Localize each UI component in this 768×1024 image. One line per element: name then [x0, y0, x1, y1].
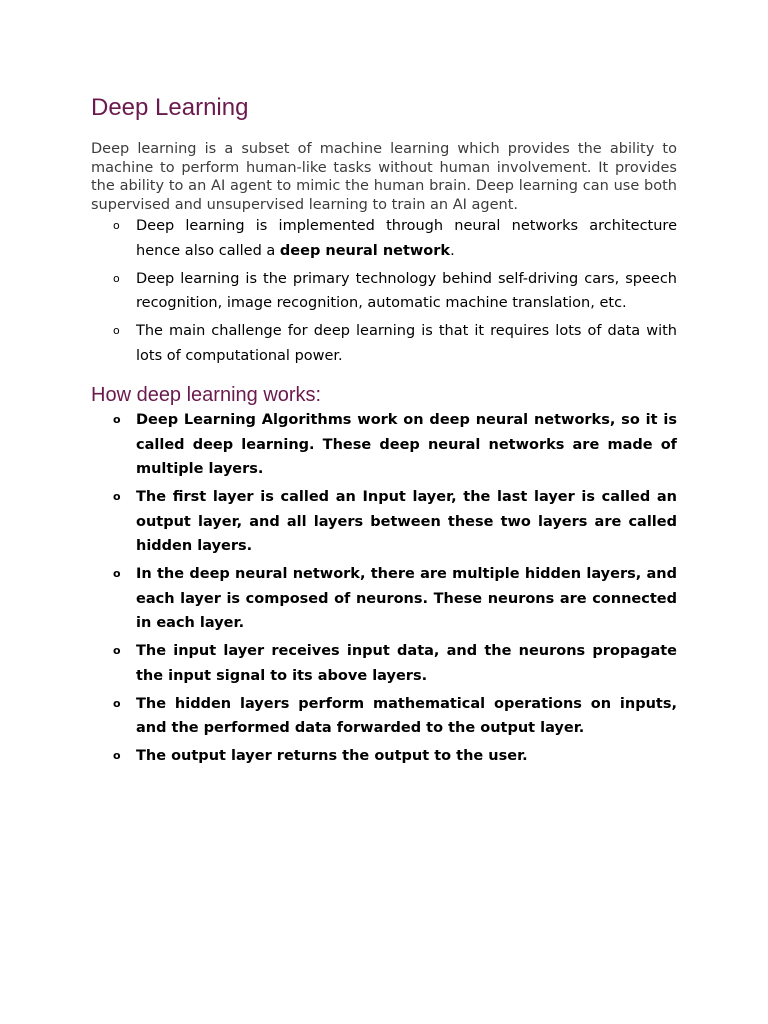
- list-item: [91, 639, 677, 688]
- list-item-text: Deep learning is implemented through neural networks architecture hence also called a: [136, 218, 677, 259]
- list-item: [91, 408, 677, 482]
- intro-paragraph: Deep learning is a subset of machine learning which provides the ability to machine to perform human-like tasks without human involvement. It provides the ability to an AI agent to mimic the human brain. Deep learning can use both supervised and unsupervised learning to train an AI agent.: [91, 141, 677, 213]
- list-item: [91, 692, 677, 741]
- list-item-text-end: .: [450, 242, 455, 259]
- list-item: [91, 562, 677, 636]
- list-item-text: The first layer is called an Input layer, the last layer is called an output layer, and all layers between these two layers are called hidden layers.: [136, 489, 677, 554]
- bullet-circle-icon: o: [113, 567, 121, 580]
- how-it-works-list: [91, 408, 677, 769]
- bullet-circle-icon: o: [113, 271, 120, 285]
- document-page: [91, 92, 677, 772]
- list-item: [91, 485, 677, 559]
- section-heading: How deep learning works:: [91, 384, 322, 406]
- bullet-circle-icon: o: [113, 644, 121, 657]
- list-item-text: The hidden layers perform mathematical operations on inputs, and the performed data forwarded to the output layer.: [136, 695, 677, 736]
- list-item-bold: deep neural network: [279, 242, 451, 259]
- list-item-text: The output layer returns the output to the user.: [136, 748, 528, 764]
- list-item-text: The input layer receives input data, and the neurons propagate the input signal to its above layers.: [136, 643, 677, 684]
- bullet-circle-icon: o: [113, 490, 121, 503]
- bullet-circle-icon: o: [113, 219, 120, 232]
- list-item-text: In the deep neural network, there are multiple hidden layers, and each layer is composed of neurons. These neurons are connected in each layer.: [136, 566, 677, 631]
- bullet-circle-icon: o: [113, 749, 121, 762]
- page-title: Deep Learning: [91, 94, 249, 121]
- overview-list: [91, 214, 677, 368]
- bullet-circle-icon: o: [113, 696, 121, 710]
- list-item-text: Deep Learning Algorithms work on deep neural networks, so it is called deep learning. These deep neural networks are made of multiple layers.: [136, 412, 677, 477]
- bullet-circle-icon: o: [113, 324, 120, 337]
- list-item: [91, 214, 677, 263]
- list-item-text: The main challenge for deep learning is that it requires lots of data with lots of computational power.: [136, 323, 677, 364]
- list-item: [91, 319, 677, 368]
- list-item: [91, 744, 677, 769]
- bullet-circle-icon: o: [113, 413, 121, 426]
- list-item-text: Deep learning is the primary technology behind self-driving cars, speech recognition, image recognition, automatic machine translation, etc.: [136, 270, 677, 311]
- list-item: [91, 267, 677, 316]
